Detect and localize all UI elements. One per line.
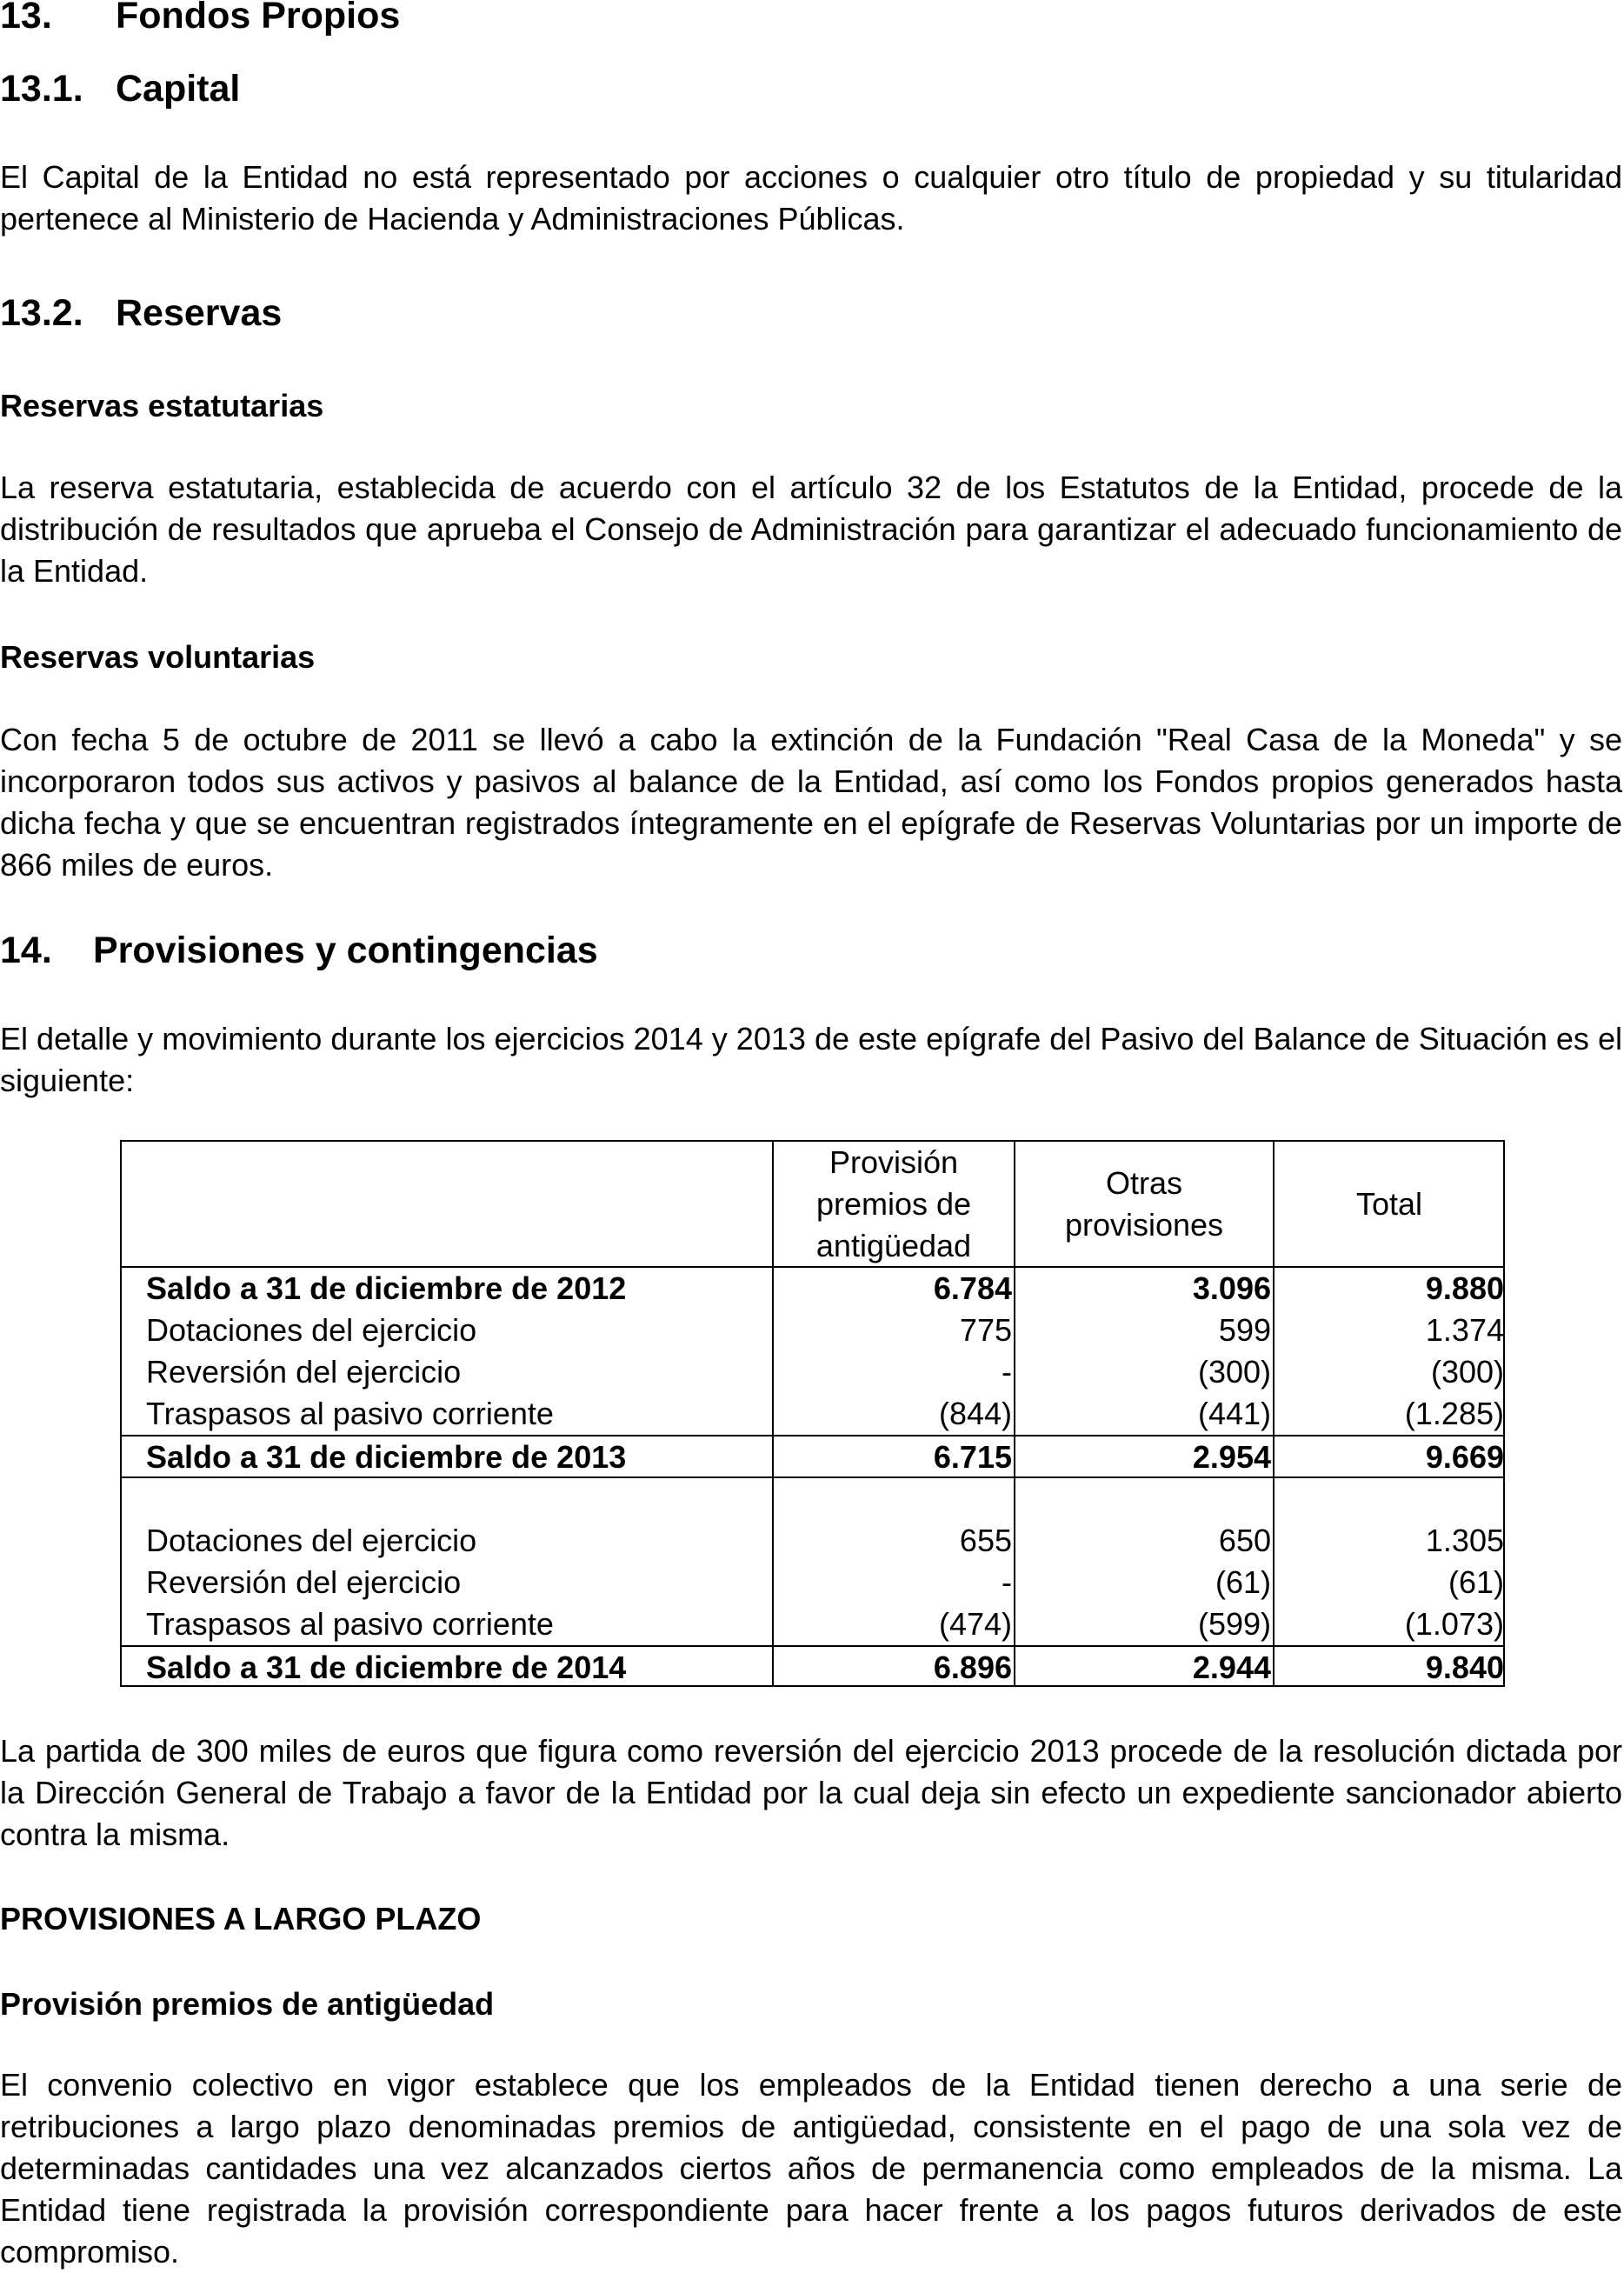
section-number: 13.2. [0,292,83,334]
paragraph-partida: La partida de 300 miles de euros que figura como reversión del ejercicio 2013 procede de la resolución dictada por la Dirección General de Trabajo a favor de la Entidad por la cual deja sin efecto un expediente sancionador abierto contra la misma. [0,1733,1622,1852]
table-header-total [1275,1183,1504,1225]
row-value: (1.285) [1404,1396,1504,1431]
row-value: (844) [938,1396,1012,1431]
header-line: Total [1355,1186,1423,1222]
section-title: Capital [116,68,241,110]
row-value: 6.896 [933,1650,1012,1685]
row-value: 2.954 [1192,1439,1271,1475]
row-value: 6.784 [933,1270,1012,1306]
header-line: antigüedad [815,1228,972,1263]
row-value: 599 [1218,1312,1271,1348]
section-number: 13.1. [0,68,83,110]
paragraph-reservas-estatutarias: La reserva estatutaria, establecida de acuerdo con el artículo 32 de los Estatutos de la Entidad, procede de la distribución de resultados que aprueba el Consejo de Administración para garantizar el adecuado funcionamiento de la Entidad. [0,470,1622,589]
section-14-heading [0,930,598,971]
row-label: Reversión del ejercicio [146,1564,462,1600]
row-label: Saldo a 31 de diciembre de 2014 [146,1650,627,1685]
row-value: 3.096 [1192,1270,1271,1306]
section-title: Reservas [116,292,283,334]
row-value: (300) [1430,1354,1504,1390]
table-header-otras-provisiones [1015,1163,1273,1246]
header-line: Otras [1105,1165,1182,1201]
section-title: Provisiones y contingencias [93,930,598,971]
header-line: premios de [815,1186,972,1222]
row-value: - [1002,1354,1012,1390]
row-label: Traspasos al pasivo corriente [146,1396,554,1431]
row-value: 1.305 [1425,1523,1504,1558]
row-value: 2.944 [1192,1650,1271,1685]
row-value: 9.840 [1425,1650,1504,1685]
row-value: (61) [1448,1564,1504,1600]
row-label: Traspasos al pasivo corriente [146,1606,554,1642]
row-value: (61) [1215,1564,1271,1600]
paragraph-convenio: El convenio colectivo en vigor establece que los empleados de la Entidad tienen derecho a una serie de retribuciones a largo plazo denominadas premios de antigüedad, consistente en el pago de una sola vez de determinadas cantidades una vez alcanzados ciertos años de permanencia como empleados de la misma. La Entidad tiene registrada la provisión correspondiente para hacer frente a los pagos futuros derivados de este compromiso. [0,2067,1622,2270]
row-value: 6.715 [933,1439,1012,1475]
row-value: 9.880 [1425,1270,1504,1306]
table-header-provision-premios [774,1142,1014,1267]
paragraph-capital: El Capital de la Entidad no está representado por acciones o cualquier otro título de propiedad y su titularidad pertenece al Ministerio de Hacienda y Administraciones Públicas. [0,159,1622,237]
section-13-2-heading [0,292,282,334]
section-title: Fondos Propios [116,0,401,37]
row-value: 655 [959,1523,1012,1558]
row-value: (441) [1197,1396,1271,1431]
row-value: (599) [1197,1606,1271,1642]
section-13-1-heading [0,68,240,110]
row-label: Reversión del ejercicio [146,1354,462,1390]
section-13-heading [0,0,400,37]
row-value: (474) [938,1606,1012,1642]
paragraph-detalle: El detalle y movimiento durante los ejercicios 2014 y 2013 de este epígrafe del Pasivo del Balance de Situación es el siguiente: [0,1021,1622,1098]
row-label: Saldo a 31 de diciembre de 2013 [146,1439,627,1475]
row-label: Saldo a 31 de diciembre de 2012 [146,1270,627,1306]
row-value: 650 [1218,1523,1271,1558]
section-number: 14. [0,930,52,971]
heading-reservas-estatutarias: Reservas estatutarias [0,388,324,423]
header-line: Provisión [829,1144,959,1180]
row-value: - [1002,1564,1012,1600]
heading-provision-premios-antiguedad: Provisión premios de antigüedad [0,1986,495,2022]
paragraph-reservas-voluntarias: Con fecha 5 de octubre de 2011 se llevó a cabo la extinción de la Fundación "Real Casa de la Moneda" y se incorporaron todos sus activos y pasivos al balance de la Entidad, así como los Fondos propios generados hasta dicha fecha y que se encuentran registrados íntegramente en el epígrafe de Reservas Voluntarias por un importe de 866 miles de euros. [0,722,1622,883]
heading-reservas-voluntarias: Reservas voluntarias [0,639,316,675]
row-value: (300) [1197,1354,1271,1390]
section-number: 13. [0,0,52,37]
row-value: (1.073) [1404,1606,1504,1642]
row-value: 1.374 [1425,1312,1504,1348]
heading-provisiones-largo-plazo: PROVISIONES A LARGO PLAZO [0,1901,482,1936]
row-label: Dotaciones del ejercicio [146,1523,477,1558]
row-value: 9.669 [1425,1439,1504,1475]
row-label: Dotaciones del ejercicio [146,1312,477,1348]
row-value: 775 [959,1312,1012,1348]
header-line: provisiones [1064,1207,1224,1243]
